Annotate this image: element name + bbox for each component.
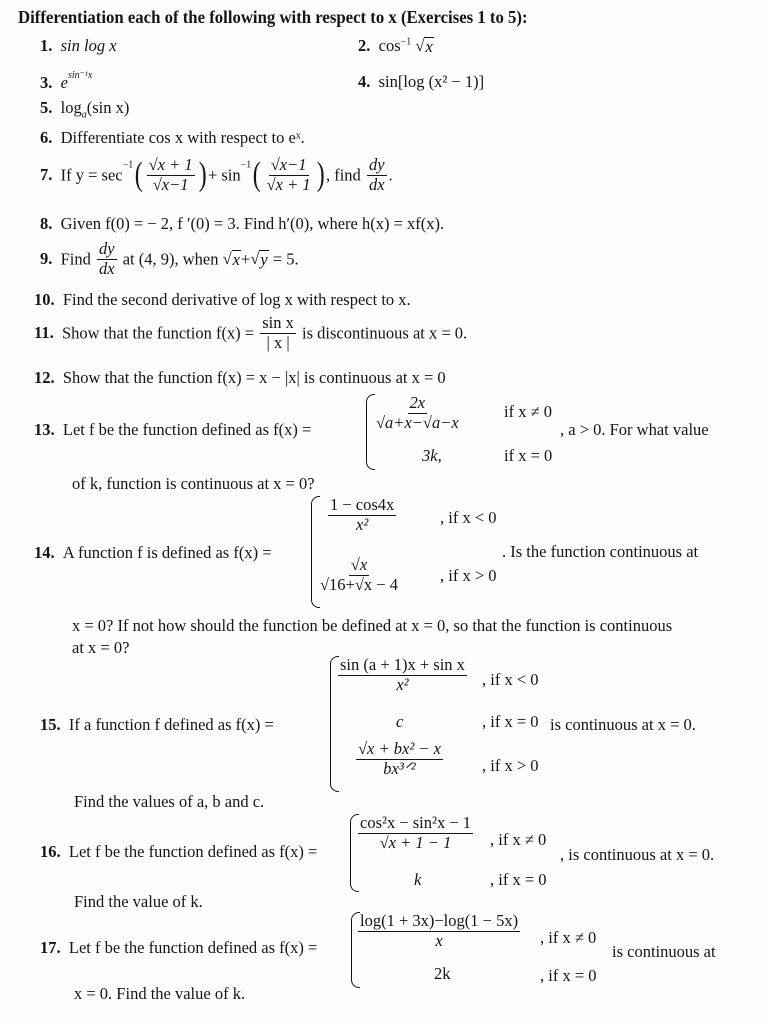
exercise-text: Differentiate cos x with respect to eˣ. (60, 128, 305, 147)
exercise-number: 6. (40, 128, 53, 147)
exercise-9: 9. Find $\frac{dy}{dx}$ at (4, 9), when √ x + √ y = 5. (40, 239, 299, 278)
exercise-text: , is continuous at x = 0. (560, 845, 715, 864)
exponent: −1 (122, 159, 134, 171)
exercise-number: 9. (40, 249, 53, 269)
exercise-8 (40, 214, 444, 234)
exercise-text: A function f is defined as f(x) = (62, 543, 272, 562)
exercise-text: Let f be the function defined as f(x) = (68, 938, 318, 957)
exercise-text: is continuous at x = 0. (550, 715, 696, 734)
log-label: log (60, 98, 82, 117)
exercise-text: at (4, 9), when (122, 249, 219, 269)
exercise-number: 10. (34, 290, 55, 309)
case-1-condition: , if x < 0 (482, 670, 539, 689)
exercise-expression: sin log x (60, 36, 117, 55)
exercise-number: 16. (40, 842, 61, 861)
derivative-fraction: $\frac{dy}{dx}$ (368, 155, 385, 194)
exercise-number: 4. (358, 72, 371, 91)
exercise-text: Find the values of a, b and c. (74, 792, 265, 811)
case-3 (354, 740, 445, 779)
exercise-10 (34, 290, 411, 310)
square-root: √ x (415, 36, 433, 56)
exercise-number: 14. (34, 543, 55, 562)
case-1-condition: , if x ≠ 0 (490, 830, 547, 849)
fraction: $\frac{\text{cos²x − sin²x − 1}}{√x + 1 - 1}$ (360, 813, 472, 852)
case-2-value: 3k, (422, 446, 442, 465)
case-1-condition: if x ≠ 0 (504, 402, 553, 421)
exercise-text: at x = 0? (72, 638, 130, 657)
exercise-text: Find the value of k. (74, 892, 203, 911)
case-1-condition: , if x < 0 (440, 508, 497, 527)
exercise-text: Let f be the function defined as f(x) = (68, 842, 318, 861)
fraction: $\frac{1 - \cos 4x}{\text{x²}}$ (330, 495, 395, 534)
fraction: $\frac{√x}{√16+√x - 4}$ (320, 555, 398, 594)
log-argument: (sin x) (86, 98, 130, 117)
exercise-number: 8. (40, 214, 53, 233)
exercise-11 (34, 314, 467, 353)
exercise-15 (40, 715, 274, 735)
case-3-condition: , if x > 0 (482, 756, 539, 775)
case-1 (356, 912, 522, 951)
exercise-14 (34, 543, 272, 563)
case-2-value: c (396, 712, 404, 731)
exercise-text: = 5. (272, 249, 299, 269)
exercise-number: 11. (34, 323, 54, 343)
exercise-12 (34, 368, 446, 388)
case-2-condition: , if x = 0 (540, 966, 597, 985)
exponent: −1 (400, 36, 412, 48)
exercise-16 (40, 842, 317, 862)
exercise-base: e (60, 73, 68, 92)
fraction: $\frac{\text{sin x}}{| x |}$ (262, 313, 294, 352)
log-base: a (81, 109, 87, 121)
case-2-condition: , if x = 0 (490, 870, 547, 889)
fraction: $\frac{\text{sin (a + 1)x + sin x}}{\text{x²}}$ (340, 655, 465, 694)
fraction: $\frac{√x + 1}{√x-1}$ (148, 155, 193, 194)
case-1 (356, 814, 475, 853)
exercise-text: is continuous at (612, 942, 716, 961)
case-1-condition: , if x ≠ 0 (540, 928, 597, 947)
exercise-text: Show that the function f(x) = x − |x| is continuous at x = 0 (62, 368, 446, 387)
case-2-condition: , if x > 0 (440, 566, 497, 585)
exercise-text: . Is the function continuous at (502, 542, 699, 561)
exercise-number: 17. (40, 938, 61, 957)
exercise-expression: cos (378, 36, 401, 55)
exercise-text: Let f be the function defined as f(x) = (62, 420, 312, 439)
case-2 (316, 556, 402, 595)
fraction: $\frac{√x-1}{√x + 1}$ (266, 155, 311, 194)
exercise-text: , a > 0. For what value (560, 420, 709, 439)
exercise-17 (40, 938, 317, 958)
exercise-text: x = 0. Find the value of k. (74, 984, 246, 1003)
exercise-heading: Differentiation each of the following with respect to x (Exercises 1 to 5): (18, 7, 528, 27)
exercise-text: + sin (207, 165, 241, 185)
exercise-4 (358, 72, 484, 92)
exercise-number: 3. (40, 73, 53, 92)
exercise-text: , find (325, 165, 361, 185)
square-root: √ x (222, 249, 240, 270)
exponent: −1 (240, 159, 252, 171)
exercise-text: If a function f defined as f(x) = (68, 715, 274, 734)
fraction: $\frac{2x}{√a+x-√a-x}$ (376, 393, 459, 432)
exercise-text: Find (60, 249, 91, 269)
exercise-number: 7. (40, 165, 53, 185)
exercise-3 (40, 70, 92, 93)
case-1 (372, 394, 463, 433)
case-2-condition: , if x = 0 (482, 712, 539, 731)
exercise-7: 7. If $y = \sec^{-1}$( $\frac{√x + 1}{√x-1}$ ) + $\sin^{-1}$( $\frac{√x-1}{√x + 1}$ ) , find $\frac{dy}{dx}$ . (40, 155, 393, 194)
case-2-condition: if x = 0 (504, 446, 553, 465)
exercise-number: 1. (40, 36, 53, 55)
exercise-number: 5. (40, 98, 53, 117)
fraction: $\frac{\text{√x + bx² − x}}{\text{bx³ᐟ²}}$ (358, 739, 441, 778)
exercise-number: 15. (40, 715, 61, 734)
exercise-number: 12. (34, 368, 55, 387)
case-1 (326, 496, 398, 535)
derivative-fraction: $\frac{dy}{dx}$ (99, 239, 115, 278)
exercise-13 (34, 420, 311, 440)
case-1 (336, 656, 469, 695)
case-2-value: 2k (434, 964, 451, 983)
exercise-text: x = 0? If not how should the function be defined at x = 0, so that the function is continuous (72, 616, 673, 635)
exercise-5 (40, 98, 129, 120)
exercise-1 (40, 36, 117, 56)
fraction: $\frac{\log(1 + 3x)-\log(1 - 5x)}{x}$ (360, 911, 519, 950)
exercise-text: of k, function is continuous at x = 0? (72, 474, 315, 493)
case-2-value: k (414, 870, 422, 889)
square-root: √ y (250, 249, 268, 270)
exercise-6 (40, 128, 305, 148)
exercise-expression: sin[log (x² − 1)] (378, 72, 485, 91)
exercise-number: 13. (34, 420, 55, 439)
exercise-text: is discontinuous at x = 0. (302, 323, 468, 343)
exponent: sin⁻¹x (67, 70, 93, 81)
exercise-number: 2. (358, 36, 371, 55)
exercise-text: Given f(0) = − 2, f ′(0) = 3. Find h′(0), where h(x) = xf(x). (60, 214, 445, 233)
exercise-text: Show that the function f(x) = (61, 323, 255, 343)
exercise-text: If y = sec (60, 165, 123, 185)
exercise-2 (358, 36, 434, 56)
exercise-text: Find the second derivative of log x with respect to x. (62, 290, 411, 309)
